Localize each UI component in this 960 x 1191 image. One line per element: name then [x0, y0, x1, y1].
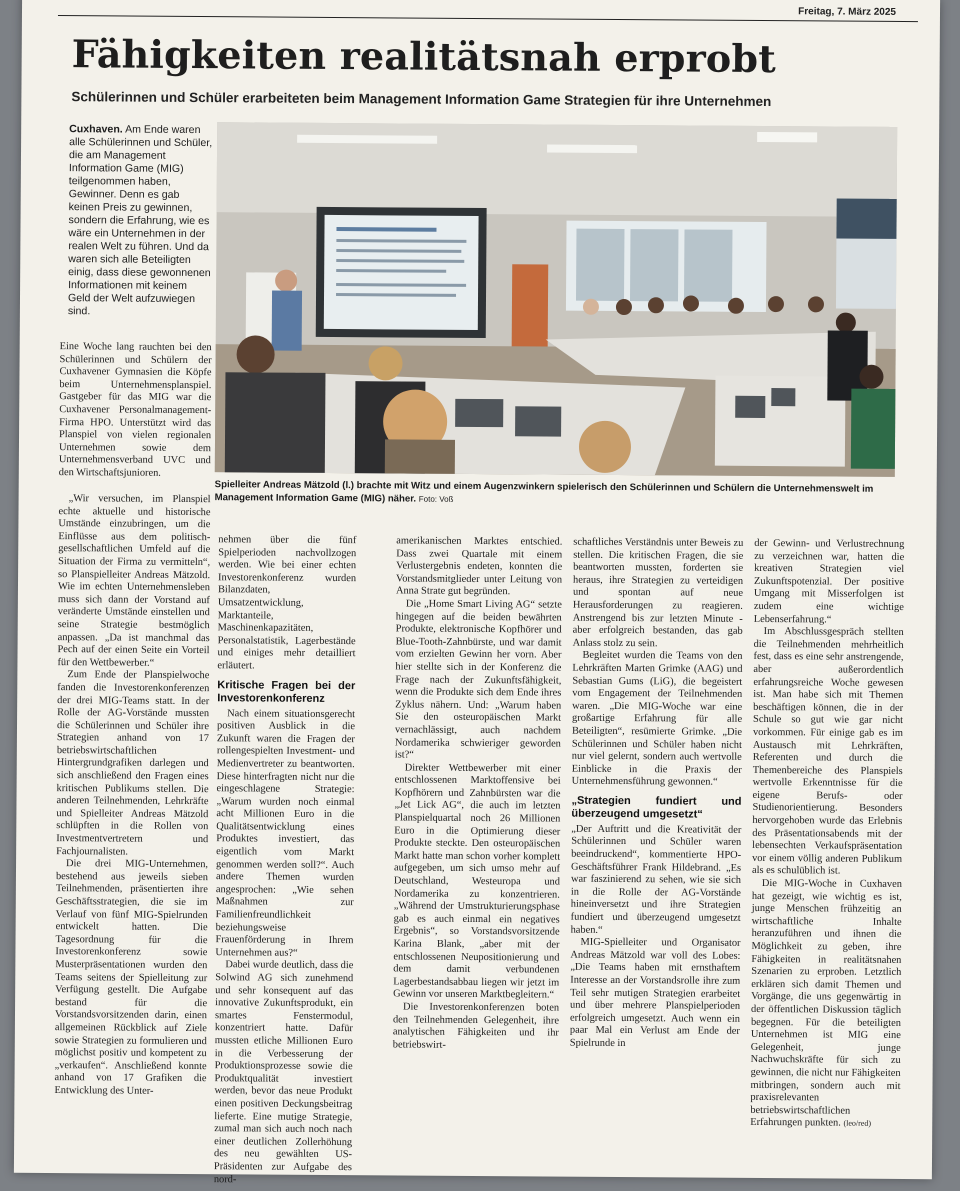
newspaper-page — [14, 0, 940, 1185]
dateline-city: Cuxhaven. — [69, 123, 123, 136]
paragraph: der Gewinn- und Verlustrechnung zu verzeichnen war, hatten die kreativen Strategien viel Zukunftspotenzial. Der positive Umgang mit Misserfolgen ist zudem eine wichtige Lebenserfahrung.“ — [753, 537, 905, 626]
caption-text: Spielleiter Andreas Mätzold (l.) brachte mit Witz und einem Augenzwinkern spielerisch den Schülerinnen und Schülern die Unternehmenswelt im Management Information Game (MIG) näher. — [214, 479, 874, 505]
paragraph: Nach einem situationsgerecht positiven Ausblick in die Zukunft waren die Fragen der rollengespielten Investment- und Medienvertreter zu beantworten. Diese hinterfragten nicht nur die eingeschlagene Strategie: „Warum wurden noch einmal acht Millionen Euro in die Qualitätsentwicklung eines Produktes investiert, das eigentlich vom Markt genommen werden soll?“. Auch andere Themen wurden angesprochen: „Wie sehen Maßnahmen zur Familienfreundlichkeit beziehungsweise Frauenförderung in Ihrem Unternehmen aus?“ — [215, 707, 356, 959]
paragraph: Die drei MIG-Unternehmen, bestehend aus jeweils sieben Teilnehmenden, präsentierten ihre Geschäftsstrategien, die sie im Verlauf von fünf MIG-Spielrunden entwickelt hatten. Die Tagesordnung für die Investorenkonferenz sowie Musterpräsentationen wurden den Teams seitens der Spielleitung zur Verfügung gestellt. Die Aufgabe bestand für die Vorstandsvorsitzenden darin, einen allgemeinen Rückblick auf Ziele sowie Strategien zu formulieren und möglichst positiv und kompetent zu „verkaufen“. Anschließend konnte anhand von 17 Grafiken die Entwicklung des Unter- — [54, 858, 209, 1097]
paragraph: MIG-Spielleiter und Organisator Andreas Mätzold war voll des Lobes: „Die Teams haben mit ernsthaftem Interesse an der Vorstandsrolle ihre zum Teil sehr mutigen Strategien erarbeitet und über mehrere Planspielperioden erfolgreich umgesetzt. Auch wenn ein paar Mal ein Verlust am Ende der Spielrunde in — [569, 936, 741, 1050]
subheading: Kritische Fragen bei der Investorenkonferenz — [217, 678, 356, 705]
paragraph-text: Die MIG-Woche in Cuxhaven hat gezeigt, wie wichtig es ist, junge Menschen frühzeitig an wirtschaftliche Inhalte heranzuführen und ihnen die Möglichkeit zu geben, ihre Fähigkeiten in realitätsnahen Szenarien zu erproben. Letztlich erklären sich damit Themen und Vorgänge, die uns gegenwärtig in der öffentlichen Diskussion täglich begegnen. Für die beteiligten Unternehmen ist MIG eine Gelegenheit, junge Nachwuchskräfte für sich zu gewinnen, die nicht nur Fähigkeiten mitbringen, sondern auch mit praxisrelevanten betriebswirtschaftlichen Erfahrungen punkten. — [750, 878, 902, 1129]
column-4 — [570, 537, 744, 1052]
column-2 — [214, 534, 357, 1187]
paragraph: amerikanischen Marktes entschied. Dass zwei Quartale mit einem Verlustergebnis endeten, konnten die Vorstandsmitglieder unter Leitung von Anna Strate gut begründen. — [395, 535, 563, 598]
paragraph: Zum Ende der Planspielwoche fanden die Investorenkonferenzen der drei MIG-Teams statt. In der Rolle der AG-Vorstände mussten die Schülerinnen und Schüler ihre Strategien anhand von 17 betriebswirtschaftlichen Hintergrundgrafiken darlegen und sich anschließend den Fragen eines kritischen Publikums stellen. Die anderen Teilnehmenden, Lehrkräfte und Spielleiter Andreas Mätzold schlüpften in die Rollen von Investmentvertretern und Fachjournalisten. — [56, 669, 210, 858]
article-lead — [68, 123, 213, 319]
classroom-photo — [215, 122, 897, 477]
column-3 — [393, 535, 563, 1052]
column-1 — [54, 493, 210, 1099]
paragraph — [750, 878, 902, 1131]
paragraph: Im Abschlussgespräch stellten die Teilnehmenden mehrheitlich fest, dass es eine sehr anstrengende, aber außerordentlich erfahrungsreiche Woche gewesen ist. Man habe sich mit Themen beschäftigen können, die in der Schule so gut wie gar nicht vorkommen. Für einige gab es im Austausch mit Lehrkräften, Referenten und durch die Themenbereiche des Planspiels wertvolle Erkenntnisse für die eigene Berufs- oder Studienorientierung. Besonders hervorgehoben wurde das Erlebnis des Präsentationsabends mit der lebensechten Verkaufspräsentation vor einem völlig anderen Publikum als es schulüblich ist. — [751, 626, 904, 877]
lead-text: Am Ende waren alle Schülerinnen und Schüler, die am Management Information Game (MIG) teilgenommen haben, Gewinner. Denn es gab keinen Preis zu gewinnen, sondern die Erfahrung, wie es wäre ein Unternehmen in der realen Welt zu führen. Und da waren sich alle Beteiligten einig, dass diese gewonnenen Informationen mit keinem Geld der Welt aufzuwiegen sind. — [67, 123, 213, 318]
paragraph: „Der Auftritt und die Kreativität der Schülerinnen und Schüler waren beeindruckend“, kommentierte HPO-Geschäftsführer Frank Hildebrand. „Es war faszinierend zu sehen, wie sie sich in die Rolle der AG-Vorstände hineinversetzt und ihre Strategien fundiert und überzeugend umgesetzt haben.“ — [570, 823, 742, 936]
paragraph: „Wir versuchen, im Planspiel echte aktuelle und historische Umstände einzubringen, um die Einflüsse aus dem politisch-gesellschaftlichen Umfeld auf die Situation der Firma zu vermitteln“, so Planspielleiter Andreas Mätzold. Wie im echten Unternehmensleben muss sich dann der Vorstand auf veränderte Umstände einstellen und seine Strategie bestmöglich anpassen. „Da ist manchmal das Pech auf der einen Seite ein Vorteil für den Wettbewerber.“ — [57, 493, 211, 669]
author-signature: (leo/red) — [843, 1118, 872, 1129]
paragraph: Die „Home Smart Living AG“ setzte hingegen auf die beiden bewährten Produkte, elektronische Kopfhörer und Blue-Tooth-Zahnbürste, und war damit vom erzielten Gewinn her vorn. Aber hier stellte sich in der Konferenz die Frage nach der Zukunftsfähigkeit, wenn die Produkte sich dem Ende ihres Zyklus nähern. Und: „Warum haben Sie den osteuropäischen Markt vernachlässigt, auch nachdem Nordamerika schwieriger geworden ist?“ — [394, 598, 562, 761]
paragraph: Direkter Wettbewerber mit einer entschlossenen Marktoffensive bei Kopfhörern und Zahnbürsten war die „Jet Lick AG“, die auch im letzten Planspielquartal noch 26 Millionen Euro in die Optimierung dieser Produkte steckte. Den osteuropäischen Markt hatte man schon vorher komplett aufgegeben, um sich umso mehr auf Deutschland, Westeuropa und Nordamerika zu konzentrieren. „Während der Umstrukturierungsphase gab es auch einmal ein negatives Ergebnis“, so Vorstandsvorsitzende Karina Blank, „aber mit der entschlossenen Neupositionierung und dem damit verbundenen Lagerbestandsabbau liegen wir jetzt im Gewinn vor unseren Marktbegleitern.“ — [393, 762, 561, 1001]
paragraph: Dabei wurde deutlich, dass die Solwind AG sich zunehmend und sehr konsequent auf das innovative Zukunftsprodukt, ein smartes Fenstermodul, konzentriert hatte. Dafür mussten etliche Millionen Euro in die Verbesserung der Produktionsprozesse sowie die Produktqualität investiert werden, bevor das neue Produkt einen positiven Deckungsbeitrag lieferte. Eine mutige Strategie, zumal man sich auch noch nach einer deutlichen Zollerhöhung des neu gewählten US-Präsidenten zur Aufgabe des nord- — [213, 959, 354, 1185]
issue-date: Freitag, 7. März 2025 — [798, 6, 897, 18]
column-1-top — [59, 341, 212, 481]
photo-credit: Foto: Voß — [418, 494, 454, 504]
photo-illustration — [215, 122, 897, 477]
paragraph: nehmen über die fünf Spielperioden nachvollzogen werden. Wie bei einer echten Investorenkonferenz wurden Bilanzdaten, Umsatzentwicklung, Marktanteile, Maschinenkapazitäten, Personalstatistik, Lagerbestände und einiges mehr detailliert erläutert. — [217, 534, 357, 672]
header-rule — [58, 15, 918, 22]
paragraph: schaftliches Verständnis unter Beweis zu stellen. Die kritischen Fragen, die sie beantworten mussten, forderten sie heraus, ihre Strategien zu verteidigen und spontan auf neue Herausforderungen zu reagieren. Anstrengend bis zur letzten Minute - aber erfolgreich bestanden, das gab Anlass stolz zu sein. — [572, 536, 744, 650]
article-subtitle: Schülerinnen und Schüler erarbeiteten beim Management Information Game Strategien für ihre Unternehmen — [71, 89, 772, 110]
article-title: Fähigkeiten realitätsnah erprobt — [71, 31, 777, 82]
paragraph: Die Investorenkonferenzen boten den Teilnehmenden Gelegenheit, ihre analytischen Fähigkeiten und ihr betriebswirt- — [392, 1001, 560, 1051]
photo-caption — [215, 479, 905, 509]
paragraph: Begleitet wurden die Teams von den Lehrkräften Marten Grimke (AAG) und Sebastian Gums (LiG), die begeistert vom Engagement der Teilnehmenden waren. „Die MIG-Woche war eine großartige Erfahrung für alle Beteiligten“, resümierte Grimke. „Die Schülerinnen und Schüler haben nicht nur viel gelernt, sondern auch wertvolle Einblicke in die Praxis der Unternehmensführung gewonnen.“ — [571, 650, 743, 788]
subheading: „Strategien fundiert und überzeugend umgesetzt“ — [571, 794, 742, 821]
paragraph: Eine Woche lang rauchten bei den Schülerinnen und Schülern der Cuxhavener Gymnasien die Köpfe beim Unternehmensplanspiel. Gastgeber für das MIG war die Cuxhavener Personalmanagement-Firma HPO. Unterstützt wird das Planspiel von vielen regionalen Unternehmen sowie dem Unternehmensverband UVC und den Wirtschaftsjunioren. — [58, 341, 212, 479]
column-5 — [750, 538, 904, 1131]
